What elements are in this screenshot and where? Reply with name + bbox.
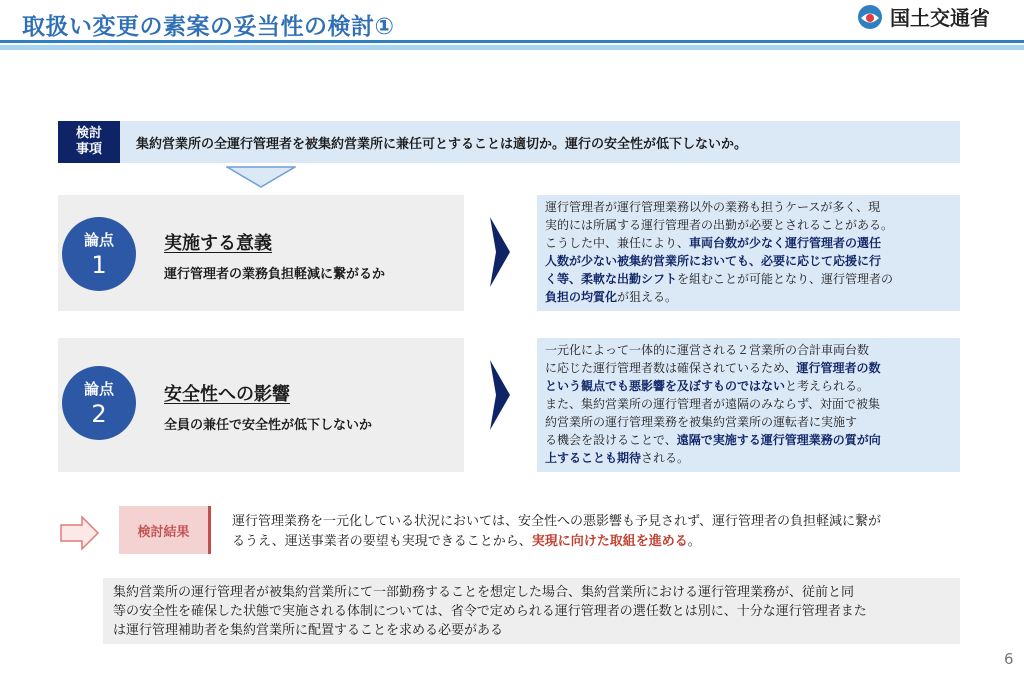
arrow-right-outline-icon	[60, 515, 100, 551]
result-text	[232, 512, 960, 552]
detail-text: また、集約営業所の運行管理者が遠隔のみならず、対面で被集	[545, 397, 881, 411]
detail-text: る機会を設けることで、	[545, 433, 677, 447]
detail-text: を組むことが可能となり、運行管理者の	[677, 272, 894, 286]
point-2-number: 2	[91, 400, 107, 428]
header-rule	[0, 40, 1024, 43]
result-line1: 運行管理業務を一元化している状況においては、安全性への悪影響も予見されず、運行管理者の負担軽減に繋が	[232, 514, 881, 529]
point-2-badge	[62, 366, 136, 440]
issue-banner	[58, 121, 960, 163]
detail-text: こうした中、兼任により、	[545, 236, 690, 250]
point-2-subtitle: 全員の兼任で安全性が低下しないか	[164, 418, 373, 433]
down-triangle-icon	[226, 166, 296, 188]
detail-text: 一元化によって一体的に運営される２営業所の合計車両台数	[545, 343, 870, 357]
point-1-detail	[537, 195, 960, 311]
note-box	[103, 578, 960, 644]
detail-emphasis: 車両台数が少なく運行管理者の選任	[689, 236, 882, 250]
point-1-box	[58, 195, 464, 311]
detail-text: が狙える。	[617, 290, 678, 304]
note-line: は運行管理補助者を集約営業所に配置することを求める必要がある	[113, 623, 504, 638]
mlit-logo-icon	[856, 3, 884, 31]
detail-text: 実的には所属する運行管理者の出勤が必要とされることがある。	[545, 218, 894, 232]
detail-text: 運行管理者が運行管理業務以外の業務も担うケースが多く、現	[545, 200, 881, 214]
issue-label-line1: 検討	[75, 126, 102, 141]
issue-label	[58, 121, 120, 163]
header-rule-light	[0, 45, 1024, 50]
point-1-label: 論点	[83, 231, 114, 249]
detail-emphasis: 人数が少ない被集約営業所においても、必要に応じて応援に行	[545, 254, 882, 268]
logo-text: 国土交通省	[890, 6, 990, 30]
chevron-right-icon	[488, 217, 512, 287]
chevron-right-icon	[488, 360, 512, 430]
detail-emphasis: 上することも期待	[545, 451, 642, 465]
page-title: 取扱い変更の素案の妥当性の検討①	[22, 14, 395, 40]
point-2-title: 安全性への影響	[164, 384, 290, 405]
detail-emphasis: という観点でも悪影響を及ぼすものではない	[545, 379, 786, 393]
detail-text: される。	[641, 451, 690, 465]
point-1-badge	[62, 217, 136, 291]
point-2-label: 論点	[83, 380, 114, 398]
point-1-subtitle: 運行管理者の業務負担軽減に繋がるか	[164, 267, 386, 282]
note-line: 等の安全性を確保した状態で実施される体制については、省令で定められる運行管理者の選任数とは別に、十分な運行管理者また	[113, 604, 867, 619]
point-2-box	[58, 338, 464, 472]
point-2-detail	[537, 338, 960, 472]
point-1-title: 実施する意義	[164, 233, 272, 254]
detail-text: と考えられる。	[785, 379, 870, 393]
detail-emphasis: 負担の均質化	[545, 290, 618, 304]
result-line2: るうえ、運送事業者の要望も実現できることから、	[232, 534, 532, 549]
issue-text: 集約営業所の全運行管理者を被集約営業所に兼任可とすることは適切か。運行の安全性が低下しないか。	[136, 136, 748, 152]
note-line: 集約営業所の運行管理者が被集約営業所にて一部勤務することを想定した場合、集約営業所における運行管理業務が、従前と同	[113, 585, 855, 600]
detail-emphasis: く等、柔軟な出勤シフト	[545, 272, 678, 286]
issue-label-line2: 事項	[75, 142, 102, 157]
point-1-number: 1	[91, 251, 107, 279]
result-line2-end: 。	[687, 534, 701, 549]
detail-emphasis: 遠隔で実施する運行管理業務の質が向	[676, 433, 881, 447]
detail-emphasis: 運行管理者の数	[796, 361, 881, 375]
detail-text: に応じた運行管理者数は確保されているため、	[545, 361, 797, 375]
result-emphasis: 実現に向けた取組を進める	[531, 534, 688, 549]
page-number: 6	[1004, 650, 1014, 668]
ministry-logo	[856, 2, 990, 31]
detail-text: 約営業所の運行管理業務を被集約営業所の運転者に実施す	[545, 415, 858, 429]
result-label: 検討結果	[119, 506, 211, 554]
